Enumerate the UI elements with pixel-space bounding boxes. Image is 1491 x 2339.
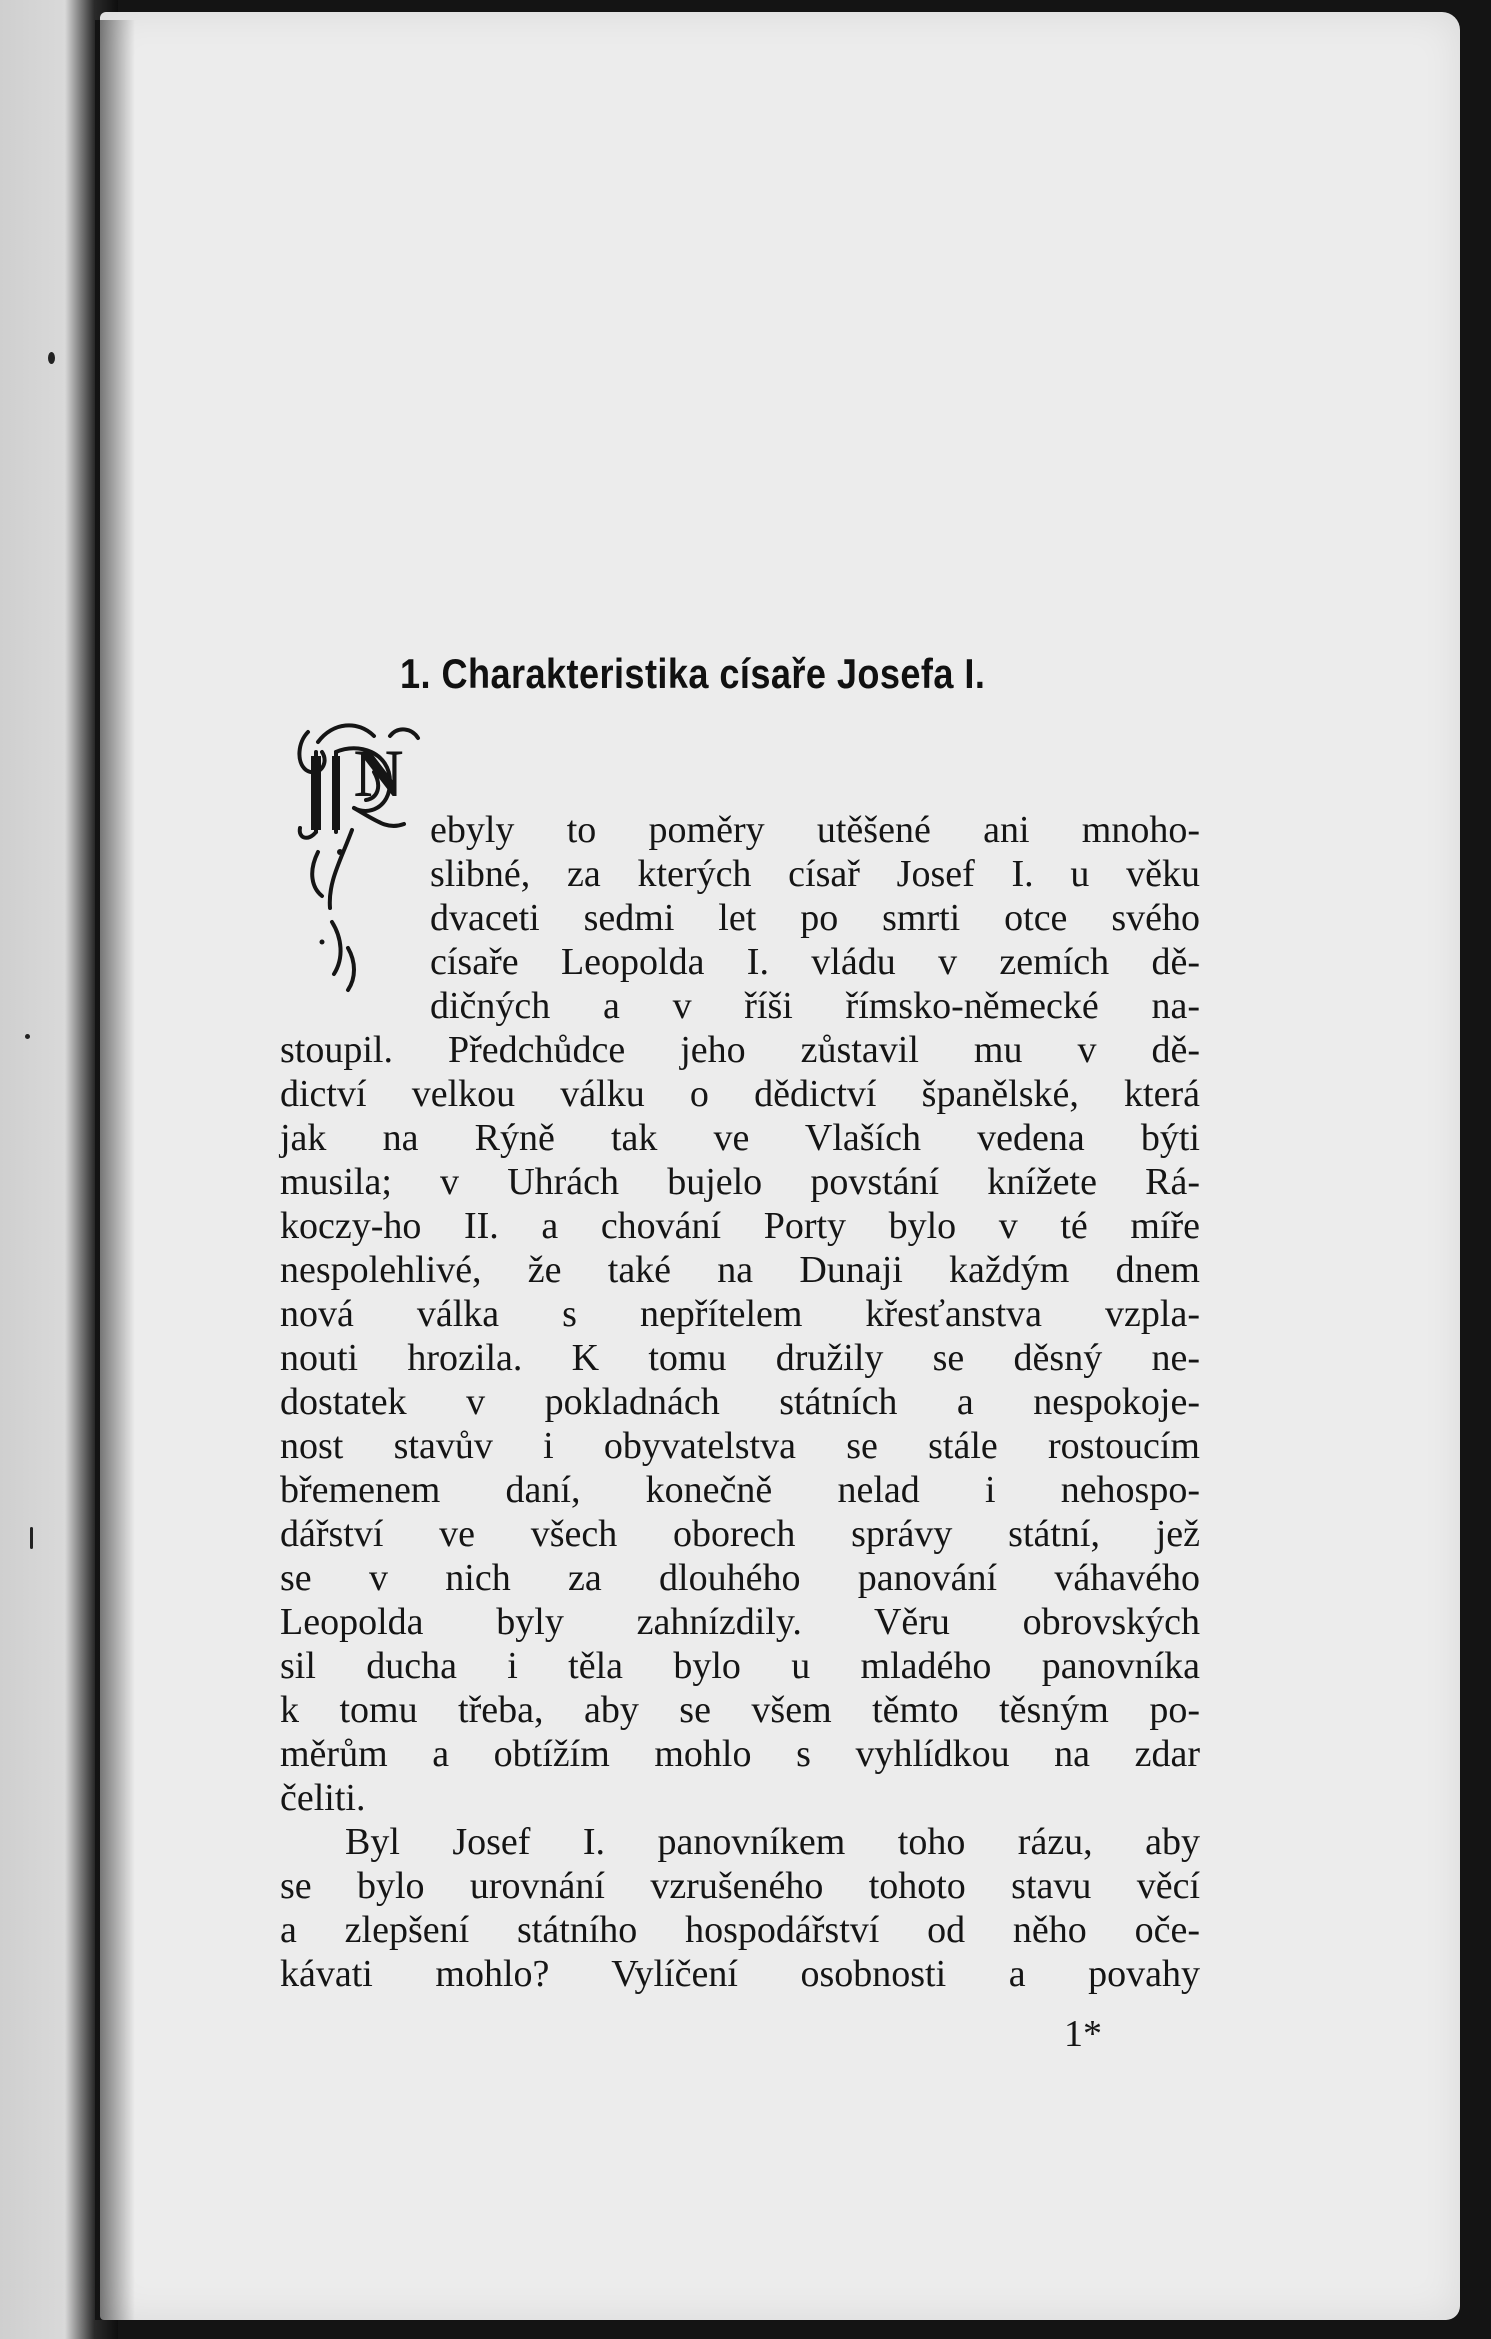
text-line: Byl Josef I. panovníkem toho rázu, aby (345, 1821, 1200, 1863)
decorative-initial-n (278, 712, 428, 1002)
scan-speck (30, 1527, 33, 1549)
text-line: nost stavův i obyvatelstva se stále rostoucím (280, 1425, 1200, 1467)
text-line: nespolehlivé, že také na Dunaji každým dnem (280, 1249, 1200, 1291)
text-line: dářství ve všech oborech správy státní, jež (280, 1513, 1200, 1555)
text-line: kávati mohlo? Vylíčení osobnosti a povahy (280, 1953, 1200, 1995)
text-line: dostatek v pokladnách státních a nespokoje- (280, 1381, 1200, 1423)
text-line: dvaceti sedmi let po smrti otce svého (430, 897, 1200, 939)
text-line: musila; v Uhrách bujelo povstání knížete Rá- (280, 1161, 1200, 1203)
text-line: císaře Leopolda I. vládu v zemích dě- (430, 941, 1200, 983)
scan-speck (25, 1034, 30, 1039)
text-line: dictví velkou válku o dědictví španělské, která (280, 1073, 1200, 1115)
chapter-title: 1. Charakteristika císaře Josefa I. (400, 650, 986, 697)
text-line: k tomu třeba, aby se všem těmto těsným po- (280, 1689, 1200, 1731)
text-line: čeliti. (280, 1777, 366, 1819)
text-line: jak na Rýně tak ve Vlaších vedena býti (280, 1117, 1200, 1159)
text-line: dičných a v říši římsko-německé na- (430, 985, 1200, 1027)
scan-speck (48, 352, 55, 364)
text-line: břemenem daní, konečně nelad i nehospo- (280, 1469, 1200, 1511)
text-line: se v nich za dlouhého panování váhavého (280, 1557, 1200, 1599)
text-line: stoupil. Předchůdce jeho zůstavil mu v dě- (280, 1029, 1200, 1071)
text-line: slibné, za kterých císař Josef I. u věku (430, 853, 1200, 895)
text-line: nouti hrozila. K tomu družily se děsný ne- (280, 1337, 1200, 1379)
text-line: sil ducha i těla bylo u mladého panovníka (280, 1645, 1200, 1687)
text-line: ebyly to poměry utěšené ani mnoho- (430, 809, 1200, 851)
svg-text:N: N (354, 735, 404, 811)
text-line: koczy-ho II. a chování Porty bylo v té míře (280, 1205, 1200, 1247)
text-line: se bylo urovnání vzrušeného tohoto stavu věcí (280, 1865, 1200, 1907)
text-line: a zlepšení státního hospodářství od něho oče- (280, 1909, 1200, 1951)
text-line: Leopolda byly zahnízdily. Věru obrovských (280, 1601, 1200, 1643)
text-line: měrům a obtížím mohlo s vyhlídkou na zdar (280, 1733, 1200, 1775)
page-signature: 1* (1064, 2013, 1102, 2055)
binding-gutter-shadow (95, 20, 135, 2320)
text-line: nová válka s nepřítelem křesťanstva vzpla- (280, 1293, 1200, 1335)
